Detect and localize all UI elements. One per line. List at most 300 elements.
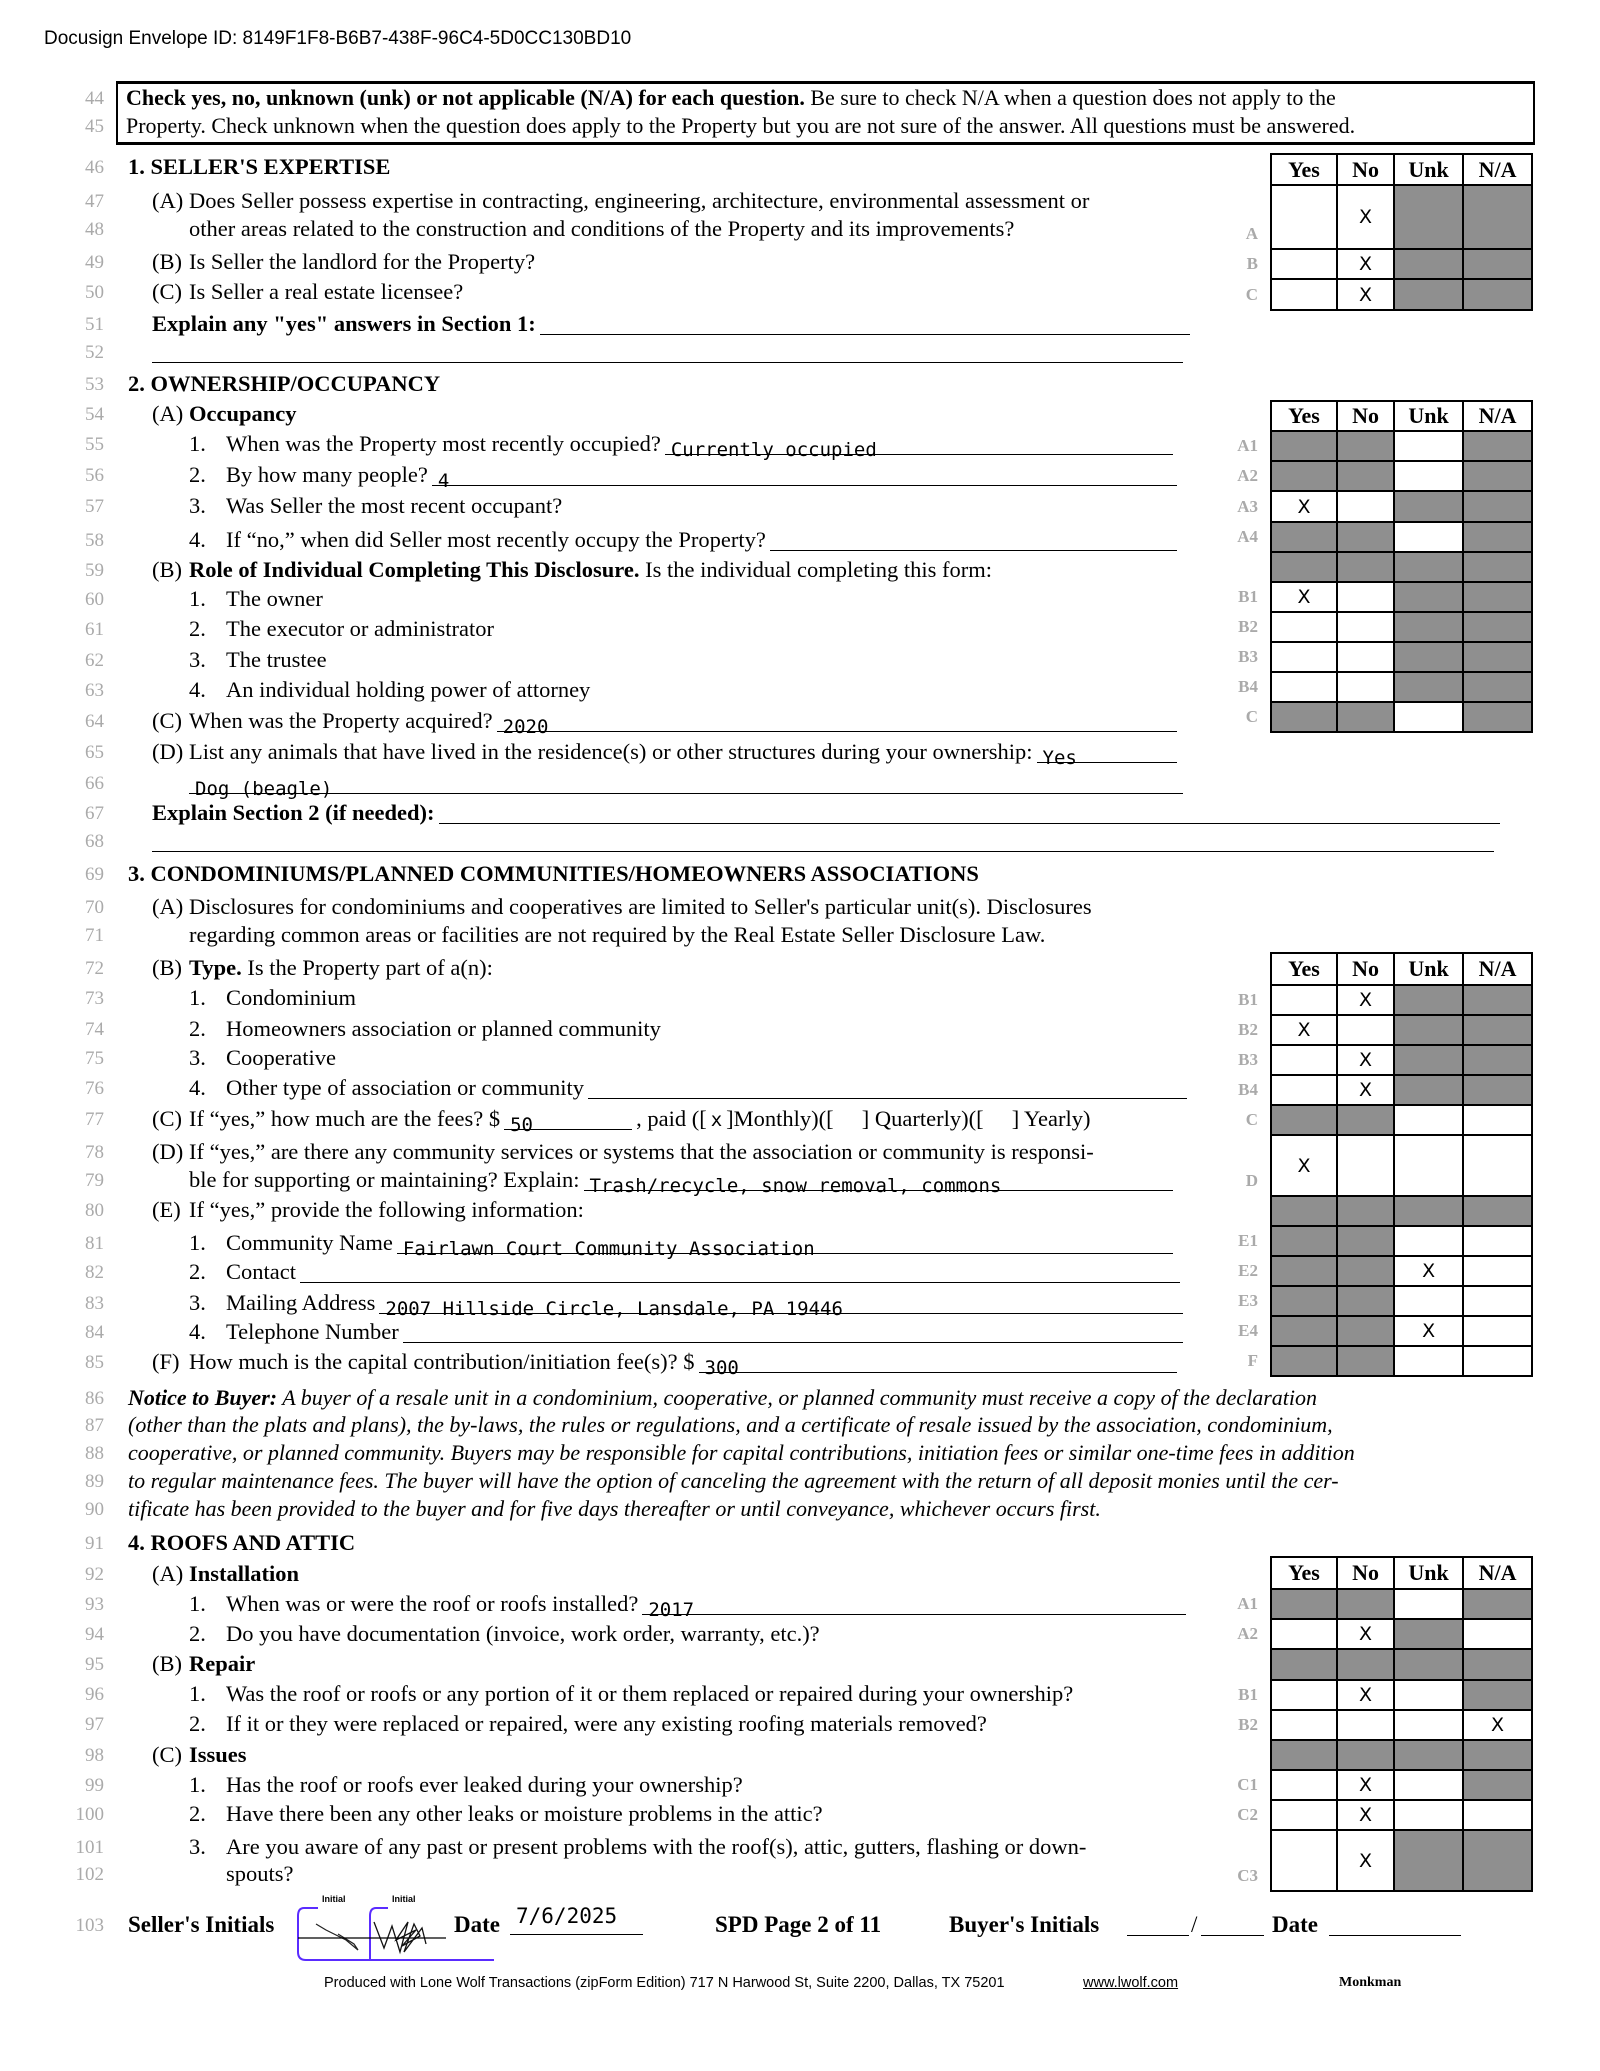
line-number: 54 [85, 404, 104, 425]
row-label: B1 [1238, 1685, 1258, 1704]
explain-section-1 [152, 310, 1190, 338]
fees-field[interactable] [504, 1105, 632, 1136]
buyer-date-label: Date [1272, 1912, 1318, 1937]
capital-fee-field[interactable] [699, 1348, 1178, 1379]
section-3-title: 3. CONDOMINIUMS/PLANNED COMMUNITIES/HOMEOWNERS ASSOCIATIONS [128, 861, 979, 886]
question-3e2 [189, 1258, 1180, 1286]
other-association-field[interactable] [588, 1074, 1187, 1099]
shaded-cell [1462, 1831, 1531, 1890]
table-row [1272, 1799, 1531, 1829]
table-row [1272, 1255, 1531, 1285]
shaded-cell [1336, 462, 1393, 490]
line-number: 75 [85, 1048, 104, 1069]
shaded-cell [1272, 523, 1336, 551]
question-text: When was the Property acquired? [189, 708, 493, 733]
instructions-text: Be sure to check N/A when a question does not apply to the [804, 85, 1336, 110]
item-label: (C) [152, 1106, 182, 1131]
row-label: E3 [1238, 1291, 1258, 1310]
explain-section-2-field[interactable] [439, 799, 1500, 824]
check-mark: X [1359, 283, 1373, 306]
question-3e4 [189, 1318, 1183, 1346]
row-label: B1 [1238, 587, 1258, 606]
answer-checkbox[interactable] [1272, 1771, 1336, 1799]
question-text: Telephone Number [226, 1319, 399, 1344]
row-label: C [1245, 285, 1258, 304]
buyer-initial-2-field[interactable] [1201, 1910, 1264, 1936]
answer-checkbox[interactable] [1272, 1016, 1336, 1044]
line-number: 73 [85, 988, 104, 1009]
line-number: 72 [85, 958, 104, 979]
date-label: Date [454, 1912, 500, 1937]
shaded-cell [1462, 1046, 1531, 1074]
field-value: 2007 Hillside Circle, Lansdale, PA 19446 [385, 1298, 843, 1320]
answer-checkbox[interactable] [1272, 1136, 1336, 1195]
buyer-initials-label: Buyer's Initials [949, 1912, 1100, 1937]
shaded-cell [1462, 703, 1531, 731]
contact-field[interactable] [300, 1258, 1180, 1283]
question-text: Do you have documentation (invoice, work order, warranty, etc.)? [226, 1621, 820, 1646]
option-text: Homeowners association or planned community [226, 1016, 661, 1041]
line-number: 44 [85, 88, 104, 109]
option-text: Condominium [226, 985, 357, 1010]
column-header: No [1336, 155, 1393, 184]
section-2-title: 2. OWNERSHIP/OCCUPANCY [128, 371, 441, 396]
row-label: B3 [1238, 1050, 1258, 1069]
line-number: 85 [85, 1352, 104, 1373]
answer-checkbox[interactable] [1393, 1347, 1462, 1375]
answer-checkbox[interactable] [1336, 1771, 1393, 1799]
row-label: F [1247, 1351, 1258, 1370]
answer-checkbox[interactable] [1336, 250, 1393, 278]
check-mark: X [1359, 1623, 1373, 1645]
row-label: B2 [1238, 1715, 1258, 1734]
shaded-cell [1462, 583, 1531, 611]
question-text: Contact [226, 1259, 296, 1284]
seller-date-field[interactable] [510, 1904, 643, 1935]
answer-checkbox[interactable] [1272, 1801, 1336, 1829]
answer-checkbox[interactable] [1272, 1046, 1336, 1074]
line-number: 63 [85, 680, 104, 701]
answer-checkbox[interactable] [1272, 250, 1336, 278]
answer-table [1270, 1556, 1533, 1892]
line-number: 66 [85, 773, 104, 794]
column-header: N/A [1462, 1558, 1531, 1588]
column-header: Unk [1393, 155, 1462, 184]
subsection-title: Role of Individual Completing This Disclosure. [189, 557, 640, 582]
shaded-cell [1393, 643, 1462, 671]
services-field[interactable] [584, 1166, 1173, 1197]
answer-checkbox[interactable] [1393, 1227, 1462, 1255]
occupied-field[interactable] [665, 430, 1173, 461]
question-4c1 [189, 1771, 743, 1799]
answer-checkbox[interactable] [1393, 432, 1462, 460]
table-row [1272, 1225, 1531, 1255]
item-label: (D) [152, 1139, 184, 1164]
answer-checkbox[interactable] [1462, 1801, 1531, 1829]
column-header: Yes [1288, 1560, 1320, 1585]
answer-checkbox[interactable] [1393, 1681, 1462, 1709]
table-header-row [1272, 402, 1531, 430]
question-4a1 [189, 1590, 1186, 1621]
line-number: 86 [85, 1388, 104, 1409]
answer-checkbox[interactable] [1272, 613, 1336, 641]
answer-checkbox[interactable] [1393, 523, 1462, 551]
check-mark: X [1297, 495, 1311, 518]
subsection-title: Type. [189, 955, 242, 980]
instructions-bold: Check yes, no, unknown (unk) or not applicable (N/A) for each question. [126, 85, 805, 110]
shaded-cell [1462, 250, 1531, 278]
shaded-cell [1272, 1106, 1336, 1134]
answer-checkbox[interactable] [1336, 643, 1393, 671]
line-number: 61 [85, 619, 104, 640]
shaded-cell [1336, 1590, 1393, 1618]
answer-checkbox[interactable] [1336, 1136, 1393, 1195]
answer-checkbox[interactable] [1336, 673, 1393, 701]
question-2c [152, 707, 1177, 738]
shaded-cell [1336, 703, 1393, 731]
subsection-title: Occupancy [189, 401, 297, 426]
shaded-cell [1272, 1347, 1336, 1375]
table-row [1272, 1829, 1531, 1890]
answer-checkbox[interactable] [1336, 186, 1393, 248]
line-number: 101 [75, 1837, 104, 1858]
item-number: 2. [189, 1621, 206, 1646]
answer-checkbox[interactable] [1336, 1681, 1393, 1709]
answer-checkbox[interactable] [1462, 1347, 1531, 1375]
row-label: D [1245, 1171, 1258, 1190]
line-number: 65 [85, 742, 104, 763]
shaded-cell [1393, 1831, 1462, 1890]
line-number: 52 [85, 342, 104, 363]
shaded-cell [1393, 553, 1462, 581]
subsection-title: Issues [189, 1742, 247, 1767]
answer-checkbox[interactable] [1393, 462, 1462, 490]
buyer-initial-1-field[interactable] [1127, 1910, 1189, 1936]
notice-line-1 [128, 1384, 1317, 1412]
row-label: C2 [1237, 1805, 1258, 1824]
shaded-cell [1272, 1590, 1336, 1618]
check-mark: X [1297, 1154, 1311, 1177]
question-text: If “yes,” are there any community services or systems that the association or community is responsi- [189, 1139, 1094, 1164]
shaded-cell [1393, 1016, 1462, 1044]
line-number: 80 [85, 1200, 104, 1221]
seller-initials-label: Seller's Initials [128, 1912, 275, 1937]
item-number: 2. [189, 1016, 206, 1041]
community-name-field[interactable] [397, 1229, 1173, 1260]
line-number: 98 [85, 1745, 104, 1766]
table-row [1272, 1769, 1531, 1799]
option-2b2 [189, 615, 494, 643]
initials-slash: / [1191, 1912, 1198, 1937]
shaded-cell [1336, 553, 1393, 581]
item-number: 1. [189, 1591, 206, 1616]
item-label: (A) [152, 894, 184, 919]
item-label: (B) [152, 249, 182, 274]
table-row [1272, 1679, 1531, 1709]
row-label: A [1245, 224, 1258, 243]
answer-checkbox[interactable] [1336, 613, 1393, 641]
field-value: 4 [437, 470, 450, 492]
shaded-cell [1462, 1590, 1531, 1618]
instructions-text: Property. Check unknown when the question does apply to the Property but you are not sure of the answer. All questions must be answered. [126, 113, 1356, 138]
envelope-id: Docusign Envelope ID: 8149F1F8-B6B7-438F-96C4-5D0CC130BD10 [44, 28, 632, 49]
answer-checkbox[interactable] [1462, 1106, 1531, 1134]
row-label: A2 [1237, 466, 1258, 485]
people-count-field[interactable] [432, 461, 1177, 492]
check-mark: X [1359, 1849, 1373, 1872]
shaded-cell [1393, 186, 1462, 248]
answer-checkbox[interactable] [1272, 1711, 1336, 1739]
acquired-field[interactable] [497, 707, 1177, 738]
document-name: Monkman [1339, 1975, 1402, 1990]
answer-checkbox[interactable] [1462, 1227, 1531, 1255]
option-2b1 [189, 585, 323, 613]
answer-checkbox[interactable] [1336, 1620, 1393, 1648]
line-number: 92 [85, 1564, 104, 1585]
answer-checkbox[interactable] [1336, 1046, 1393, 1074]
answer-checkbox[interactable] [1393, 1257, 1462, 1285]
item-number: 2. [189, 1711, 206, 1736]
shaded-cell [1462, 986, 1531, 1014]
answer-checkbox[interactable] [1336, 1801, 1393, 1829]
question-text: Was the roof or roofs or any portion of it or them replaced or repaired during your ownership? [226, 1681, 1074, 1706]
line-number: 96 [85, 1684, 104, 1705]
row-label: A4 [1237, 527, 1258, 546]
line-number: 90 [85, 1499, 104, 1520]
check-mark: X [1359, 989, 1373, 1011]
answer-checkbox[interactable] [1393, 1771, 1462, 1799]
question-3d-cont [189, 1166, 1173, 1197]
answer-checkbox[interactable] [1393, 1106, 1462, 1134]
answer-checkbox[interactable] [1393, 703, 1462, 731]
shaded-cell [1336, 432, 1393, 460]
line-number: 83 [85, 1293, 104, 1314]
notice-line-3: cooperative, or planned community. Buyers may be responsible for capital contributions, initiation fees or similar one-time fees in addition [128, 1440, 1355, 1465]
explain-section-2-field-2[interactable] [152, 827, 1494, 852]
initial-tag: Initial [392, 1894, 416, 1904]
answer-checkbox[interactable] [1462, 1317, 1531, 1345]
seller-occupy-date-field[interactable] [770, 526, 1177, 551]
item-label: (C) [152, 708, 182, 733]
line-number: 69 [85, 864, 104, 885]
shaded-cell [1393, 1741, 1462, 1769]
row-label: B [1246, 254, 1258, 273]
option-2b3 [189, 646, 327, 674]
answer-checkbox[interactable] [1272, 1681, 1336, 1709]
answer-checkbox[interactable] [1336, 1711, 1393, 1739]
shaded-cell [1462, 186, 1531, 248]
row-label: A1 [1237, 436, 1258, 455]
answer-checkbox[interactable] [1393, 1801, 1462, 1829]
answer-checkbox[interactable] [1272, 492, 1336, 521]
question-1a [152, 187, 1089, 215]
buyer-date-field[interactable] [1329, 1910, 1461, 1936]
row-label: B2 [1238, 617, 1258, 636]
answer-table [1270, 153, 1533, 311]
animals-field-2[interactable] [189, 769, 1183, 800]
row-label: B1 [1238, 990, 1258, 1009]
question-3f [152, 1348, 1177, 1379]
line-number: 94 [85, 1624, 104, 1645]
answer-checkbox[interactable] [1272, 1620, 1336, 1648]
column-header: N/A [1462, 155, 1531, 184]
check-mark: X [1422, 1260, 1436, 1282]
shaded-cell [1272, 462, 1336, 490]
item-number: 1. [189, 1772, 206, 1797]
mailing-address-field[interactable] [379, 1289, 1183, 1320]
shaded-cell [1462, 462, 1531, 490]
line-number: 91 [85, 1533, 104, 1554]
option-text: The executor or administrator [226, 616, 495, 641]
line-number: 88 [85, 1443, 104, 1464]
column-header: No [1336, 954, 1393, 984]
line-number: 76 [85, 1078, 104, 1099]
line-number: 55 [85, 434, 104, 455]
section-4-title: 4. ROOFS AND ATTIC [128, 1530, 356, 1555]
answer-checkbox[interactable] [1462, 1257, 1531, 1285]
item-number: 2. [189, 1801, 206, 1826]
answer-checkbox[interactable] [1336, 1016, 1393, 1044]
item-number: 1. [189, 586, 206, 611]
shaded-cell [1272, 553, 1336, 581]
table-row [1272, 278, 1531, 309]
question-text: When was or were the roof or roofs installed? [226, 1591, 639, 1616]
animals-field[interactable] [1037, 738, 1177, 769]
table-row [1272, 1044, 1531, 1074]
item-label: (E) [152, 1197, 181, 1222]
table-header-row [1272, 954, 1531, 984]
item-number: 1. [189, 985, 206, 1010]
answer-checkbox[interactable] [1272, 1076, 1336, 1104]
shaded-cell [1336, 1257, 1393, 1285]
answer-checkbox[interactable] [1336, 1831, 1393, 1890]
subsection-title: Repair [189, 1651, 256, 1676]
item-number: 4. [189, 677, 206, 702]
answer-checkbox[interactable] [1336, 492, 1393, 521]
answer-checkbox[interactable] [1393, 1590, 1462, 1618]
column-header: Yes [1288, 403, 1320, 428]
answer-checkbox[interactable] [1272, 673, 1336, 701]
answer-checkbox[interactable] [1462, 1136, 1531, 1195]
shaded-cell [1393, 613, 1462, 641]
item-number: 2. [189, 462, 206, 487]
answer-checkbox[interactable] [1336, 583, 1393, 611]
line-number: 50 [85, 282, 104, 303]
question-text: Does Seller possess expertise in contracting, engineering, architecture, environmental assessment or [189, 188, 1090, 213]
answer-checkbox[interactable] [1272, 186, 1336, 248]
lwolf-link[interactable]: www.lwolf.com [1083, 1975, 1179, 1991]
row-label: B2 [1238, 1020, 1258, 1039]
column-header: No [1336, 1558, 1393, 1588]
answer-checkbox[interactable] [1336, 280, 1393, 309]
question-3a-cont: regarding common areas or facilities are not required by the Real Estate Seller Disclosure Law. [189, 922, 1046, 947]
answer-checkbox[interactable] [1462, 1620, 1531, 1648]
item-label: (D) [152, 739, 184, 764]
question-text: Is the individual completing this form: [639, 557, 992, 582]
shaded-cell [1272, 1257, 1336, 1285]
field-value: 50 [510, 1114, 533, 1136]
answer-checkbox[interactable] [1272, 986, 1336, 1014]
subsection-title: Installation [189, 1561, 300, 1586]
item-number: 3. [189, 1045, 206, 1070]
item-number: 4. [189, 1319, 206, 1344]
answer-checkbox[interactable] [1393, 1287, 1462, 1315]
question-text: Disclosures for condominiums and cooperatives are limited to Seller's particular unit(s). Disclosures [189, 894, 1092, 919]
table-row [1272, 1104, 1531, 1134]
table-row [1272, 1648, 1531, 1679]
shaded-cell [1462, 553, 1531, 581]
answer-checkbox[interactable] [1336, 986, 1393, 1014]
table-row [1272, 1345, 1531, 1375]
line-number: 89 [85, 1471, 104, 1492]
check-mark: X [1422, 1320, 1436, 1342]
answer-checkbox[interactable] [1336, 1076, 1393, 1104]
telephone-field[interactable] [403, 1318, 1183, 1343]
monthly-checkbox[interactable]: x [710, 1109, 723, 1131]
shaded-cell [1272, 703, 1336, 731]
line-number: 87 [85, 1415, 104, 1436]
check-mark: X [1359, 1804, 1373, 1826]
answer-checkbox[interactable] [1272, 280, 1336, 309]
answer-checkbox[interactable] [1272, 583, 1336, 611]
item-number: 4. [189, 527, 206, 552]
shaded-cell [1393, 673, 1462, 701]
table-row [1272, 1134, 1531, 1195]
answer-checkbox[interactable] [1462, 1287, 1531, 1315]
column-header: N/A [1462, 402, 1531, 430]
table-row [1272, 611, 1531, 641]
notice-line-4: to regular maintenance fees. The buyer will have the option of canceling the agreement with the return of all deposit monies until the cer- [128, 1468, 1339, 1493]
row-label: B4 [1238, 1080, 1258, 1099]
table-row [1272, 1074, 1531, 1104]
answer-checkbox[interactable] [1393, 1711, 1462, 1739]
question-2d-cont [189, 769, 1183, 800]
question-2a2 [189, 461, 1177, 492]
answer-checkbox[interactable] [1393, 1317, 1462, 1345]
answer-table [1270, 400, 1533, 733]
shaded-cell [1272, 432, 1336, 460]
field-value: Fairlawn Court Community Association [402, 1238, 815, 1260]
question-1b [152, 248, 535, 276]
line-number: 56 [85, 465, 104, 486]
shaded-cell [1336, 1106, 1393, 1134]
shaded-cell [1462, 1197, 1531, 1225]
check-mark: X [1359, 206, 1373, 228]
line-number: 53 [85, 374, 104, 395]
line-number: 95 [85, 1654, 104, 1675]
answer-checkbox[interactable] [1272, 643, 1336, 671]
answer-checkbox[interactable] [1462, 1711, 1531, 1739]
explain-section-1-field[interactable] [540, 310, 1190, 335]
shaded-cell [1336, 1317, 1393, 1345]
explain-label: Explain any "yes" answers in Section 1: [152, 311, 536, 336]
column-header: No [1336, 402, 1393, 430]
question-1c [152, 278, 463, 306]
subsection-4b [152, 1650, 255, 1678]
roof-installed-field[interactable] [642, 1590, 1186, 1621]
option-text: Cooperative [226, 1045, 336, 1070]
answer-checkbox[interactable] [1272, 1831, 1336, 1890]
answer-checkbox[interactable] [1393, 1136, 1462, 1195]
shaded-cell [1336, 1197, 1393, 1225]
question-text: Have there been any other leaks or moisture problems in the attic? [226, 1801, 823, 1826]
shaded-cell [1462, 643, 1531, 671]
shaded-cell [1272, 1227, 1336, 1255]
shaded-cell [1272, 1287, 1336, 1315]
shaded-cell [1336, 1227, 1393, 1255]
explain-section-1-field-2[interactable] [152, 338, 1183, 363]
item-number: 2. [189, 1259, 206, 1284]
